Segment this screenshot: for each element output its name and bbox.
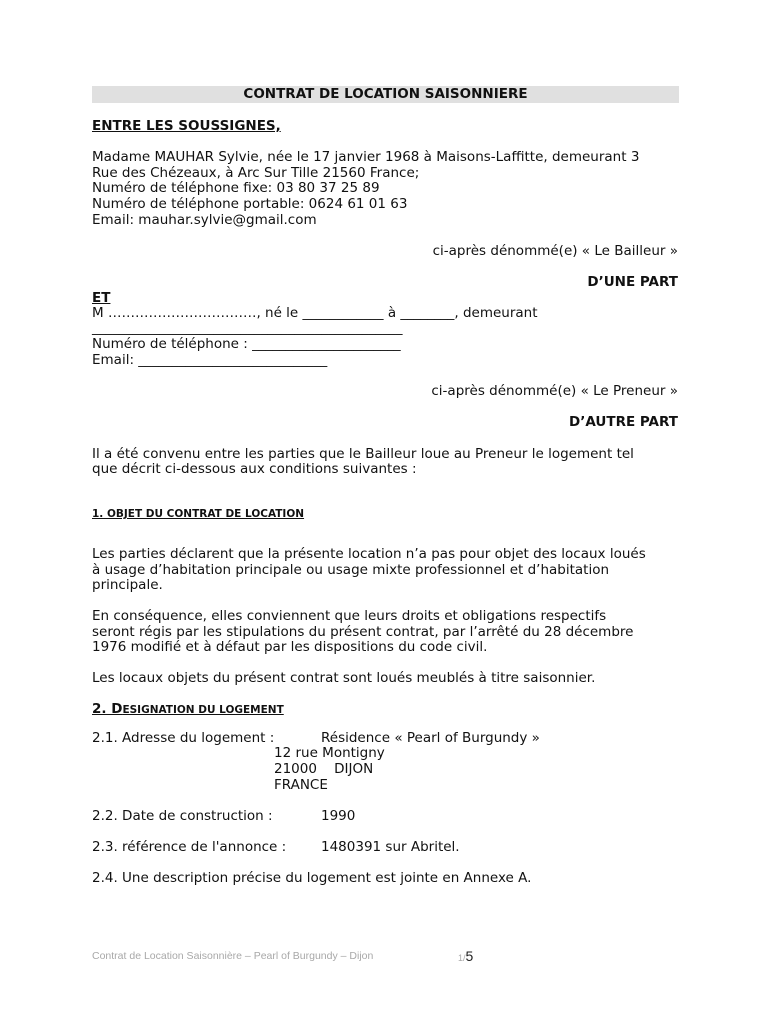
page-current: 1/ <box>458 953 466 963</box>
second-part-label: D’AUTRE PART <box>569 414 678 430</box>
section2-heading <box>92 701 284 718</box>
section1-text: Les locaux objets du présent contrat sont loués meublés à titre saisonnier. <box>92 670 596 686</box>
intro-line: que décrit ci-dessous aux conditions suivantes : <box>92 461 417 477</box>
section1-text: 1976 modifié et à défaut par les dispositions du code civil. <box>92 639 488 655</box>
bailleur-line: Rue des Chézeaux, à Arc Sur Tille 21560 France; <box>92 165 420 181</box>
section1-text: à usage d’habitation principale ou usage mixte professionnel et d’habitation <box>92 562 610 578</box>
footer-text: Contrat de Location Saisonnière – Pearl of Burgundy – Dijon <box>92 950 374 962</box>
bailleur-designation: ci-après dénommé(e) « Le Bailleur » <box>432 243 678 259</box>
address-street: 12 rue Montigny <box>274 745 385 761</box>
preneur-address-blank: ______________________________________________ <box>92 320 403 336</box>
bailleur-phone-fixed: Numéro de téléphone fixe: 03 80 37 25 89 <box>92 180 380 196</box>
section2-heading-start: 2. D <box>92 701 123 717</box>
section1-text: Les parties déclarent que la présente location n’a pas pour objet des locaux loués <box>92 546 646 562</box>
section1-heading: 1. OBJET DU CONTRAT DE LOCATION <box>92 508 305 520</box>
bailleur-line: Madame MAUHAR Sylvie, née le 17 janvier 1968 à Maisons-Laffitte, demeurant 3 <box>92 149 640 165</box>
intro-line: Il a été convenu entre les parties que le Bailleur loue au Preneur le logement tel <box>92 446 634 462</box>
description-line: 2.4. Une description précise du logement est jointe en Annexe A. <box>92 870 532 886</box>
section2-heading-rest: ESIGNATION DU LOGEMENT <box>122 704 284 716</box>
preneur-line: M ……………………………, né le ____________ à ________, demeurant <box>92 305 538 321</box>
address-city: 21000 DIJON <box>274 761 374 777</box>
address-country: FRANCE <box>274 777 328 793</box>
construction-date-value: 1990 <box>321 808 356 824</box>
preneur-email: Email: ____________________________ <box>92 352 328 368</box>
section1-text: principale. <box>92 577 163 593</box>
bailleur-phone-mobile: Numéro de téléphone portable: 0624 61 01 63 <box>92 196 408 212</box>
preneur-designation: ci-après dénommé(e) « Le Preneur » <box>431 383 678 399</box>
ad-reference-label: 2.3. référence de l'annonce : <box>92 839 287 855</box>
ad-reference-value: 1480391 sur Abritel. <box>321 839 460 855</box>
address-residence: Résidence « Pearl of Burgundy » <box>321 730 540 746</box>
parties-heading: ENTRE LES SOUSSIGNES, <box>92 118 281 134</box>
document-title: CONTRAT DE LOCATION SAISONNIERE <box>92 86 679 103</box>
page-total: 5 <box>465 948 474 964</box>
preneur-phone: Numéro de téléphone : ______________________ <box>92 336 401 352</box>
section1-text: seront régis par les stipulations du présent contrat, par l’arrêté du 28 décembre <box>92 624 634 640</box>
page-number <box>458 948 473 965</box>
address-label: 2.1. Adresse du logement : <box>92 730 275 746</box>
bailleur-email: Email: mauhar.sylvie@gmail.com <box>92 212 317 228</box>
et-label: ET <box>92 290 111 306</box>
section1-text: En conséquence, elles conviennent que leurs droits et obligations respectifs <box>92 608 607 624</box>
construction-date-label: 2.2. Date de construction : <box>92 808 273 824</box>
first-part-label: D’UNE PART <box>587 274 678 290</box>
